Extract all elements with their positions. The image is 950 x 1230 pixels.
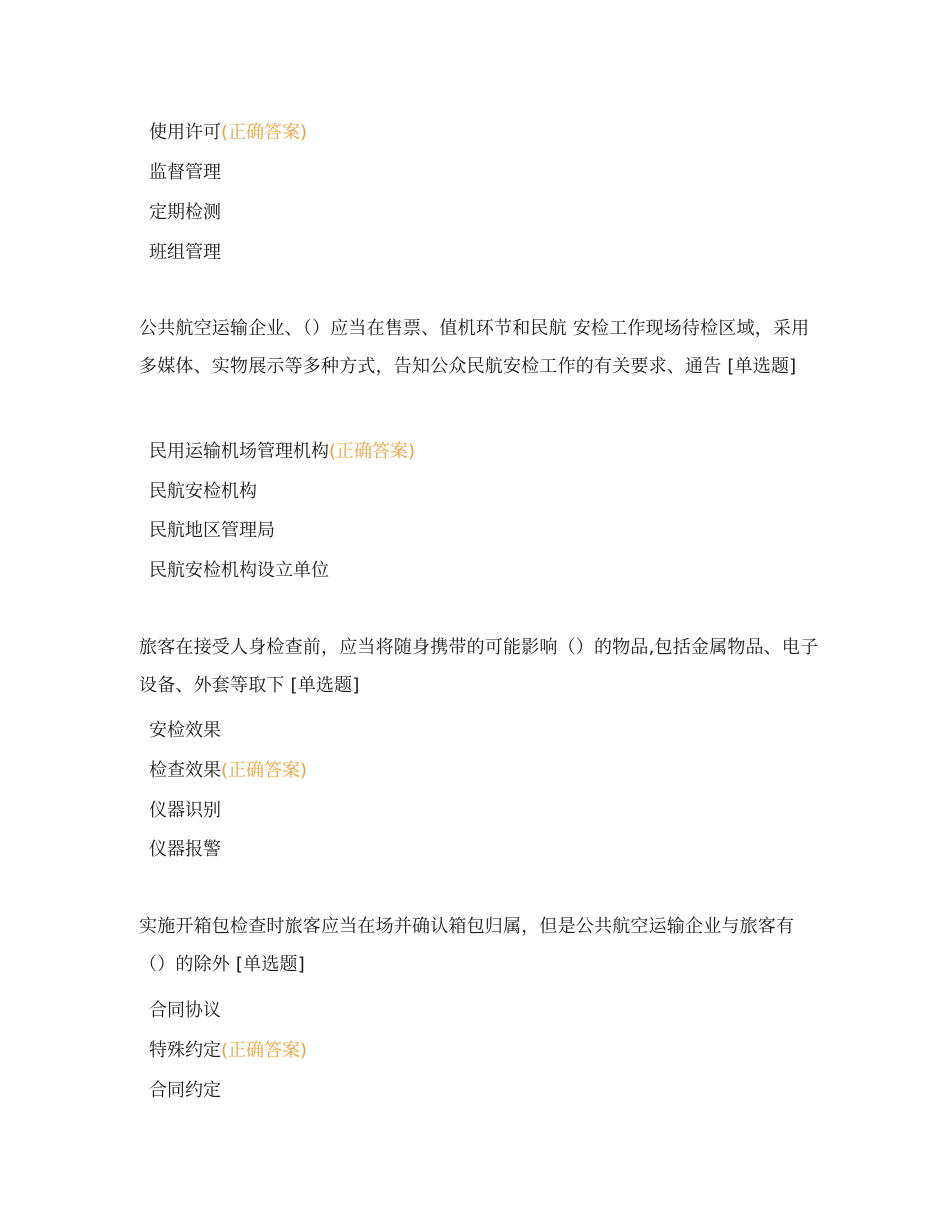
- q3-option-3: [149, 799, 221, 823]
- option-text: 仪器报警: [149, 839, 221, 860]
- option-text: 监督管理: [149, 162, 221, 183]
- option-text: 合同协议: [149, 1000, 221, 1021]
- correct-answer-tag: (正确答案): [221, 760, 308, 781]
- q1-option-2: [149, 161, 221, 185]
- q3-option-1: [149, 719, 221, 743]
- option-text: 仪器识别: [149, 800, 221, 821]
- q2-option-2: [149, 480, 257, 504]
- option-text: 民航安检机构: [149, 481, 257, 502]
- q3-option-4: [149, 838, 221, 862]
- option-text: 民航地区管理局: [149, 520, 275, 541]
- q4-option-1: [149, 999, 221, 1023]
- option-text: 民用运输机场管理机构: [149, 441, 329, 462]
- q3-question-text: 旅客在接受人身检查前，应当将随身携带的可能影响（）的物品,包括金属物品、电子设备、外套等取下 [单选题]: [139, 637, 819, 696]
- q1-option-3: [149, 201, 221, 225]
- q4-option-2: [149, 1039, 307, 1063]
- correct-answer-tag: (正确答案): [329, 441, 416, 462]
- q2-question-text: 公共航空运输企业、（）应当在售票、值机环节和民航 安检工作现场待检区域，采用多媒体、实物展示等多种方式，告知公众民航安检工作的有关要求、通告 [单选题]: [139, 318, 810, 377]
- q4-question-text: 实施开箱包检查时旅客应当在场并确认箱包归属，但是公共航空运输企业与旅客有（）的除外 [单选题]: [139, 916, 795, 975]
- correct-answer-tag: (正确答案): [221, 122, 308, 143]
- q2-option-3: [149, 519, 275, 543]
- q1-option-4: [149, 241, 221, 265]
- option-text: 班组管理: [149, 242, 221, 263]
- q1-option-1: [149, 121, 307, 145]
- q2-option-4: [149, 559, 329, 583]
- option-text: 安检效果: [149, 720, 221, 741]
- q4-option-3: [149, 1079, 221, 1103]
- option-text: 合同约定: [149, 1080, 221, 1101]
- q3-option-2: [149, 759, 307, 783]
- option-text: 使用许可: [149, 122, 221, 143]
- option-text: 特殊约定: [149, 1040, 221, 1061]
- correct-answer-tag: (正确答案): [221, 1040, 308, 1061]
- option-text: 民航安检机构设立单位: [149, 560, 329, 581]
- option-text: 检查效果: [149, 760, 221, 781]
- option-text: 定期检测: [149, 202, 221, 223]
- q2-option-1: [149, 440, 415, 464]
